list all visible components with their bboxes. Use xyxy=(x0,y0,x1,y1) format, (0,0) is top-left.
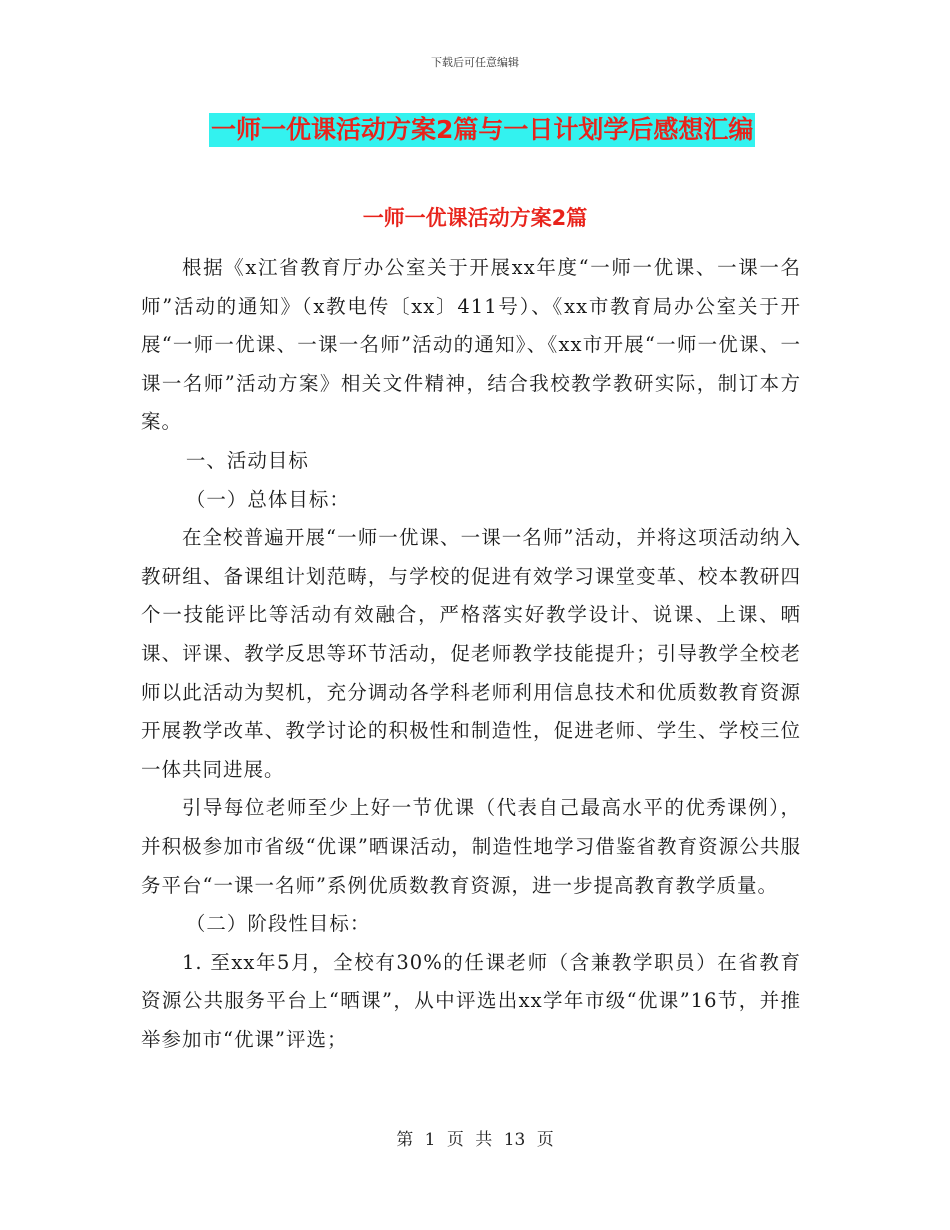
header-note: 下载后可任意编辑 xyxy=(431,56,519,69)
paragraph-stage-goal-1: 1. 至xx年5月，全校有30%的任课老师（含兼教学职员）在省教育资源公共服务平台上“晒课”，从中评选出xx学年市级“优课”16节，并推举参加市“优课”评选； xyxy=(141,950,801,1051)
page-number-footer: 第 1 页 共 13 页 xyxy=(396,1130,554,1150)
paragraph-guidance: 引导每位老师至少上好一节优课（代表自己最高水平的优秀课例），并积极参加市省级“优课”晒课活动，制造性地学习借鉴省教育资源公共服务平台“一课一名师”系例优质数教育资源，进一步提高教育教学质量。 xyxy=(141,796,801,897)
heading-stage-goals: （二）阶段性目标： xyxy=(185,912,371,936)
paragraph-overall-goals: 在全校普遍开展“一师一优课、一课一名师”活动，并将这项活动纳入教研组、备课组计划范畴，与学校的促进有效学习课堂变革、校本教研四个一技能评比等活动有效融合，严格落实好教学设计、说课、上课、晒课、评课、教学反思等环节活动，促老师教学技能提升；引导教学全校老师以此活动为契机，充分调动各学科老师利用信息技术和优质数教育资源开展教学改革、教学讨论的积极性和制造性，促进老师、学生、学校三位一体共同进展。 xyxy=(141,526,801,781)
paragraph-basis: 根据《x江省教育厅办公室关于开展xx年度“一师一优课、一课一名师”活动的通知》（x教电传〔xx〕411号）、《xx市教育局办公室关于开展“一师一优课、一课一名师”活动的通知》、《xx市开展“一师一优课、一课一名师”活动方案》相关文件精神，结合我校教学教研实际，制订本方案。 xyxy=(141,256,801,434)
section-title: 一师一优课活动方案2篇 xyxy=(362,206,588,230)
heading-activity-goals: 一、活动目标 xyxy=(185,448,309,472)
heading-overall-goals: （一）总体目标： xyxy=(185,487,350,511)
document-title: 一师一优课活动方案2篇与一日计划学后感想汇编 xyxy=(209,113,755,147)
document-body xyxy=(141,249,801,1059)
